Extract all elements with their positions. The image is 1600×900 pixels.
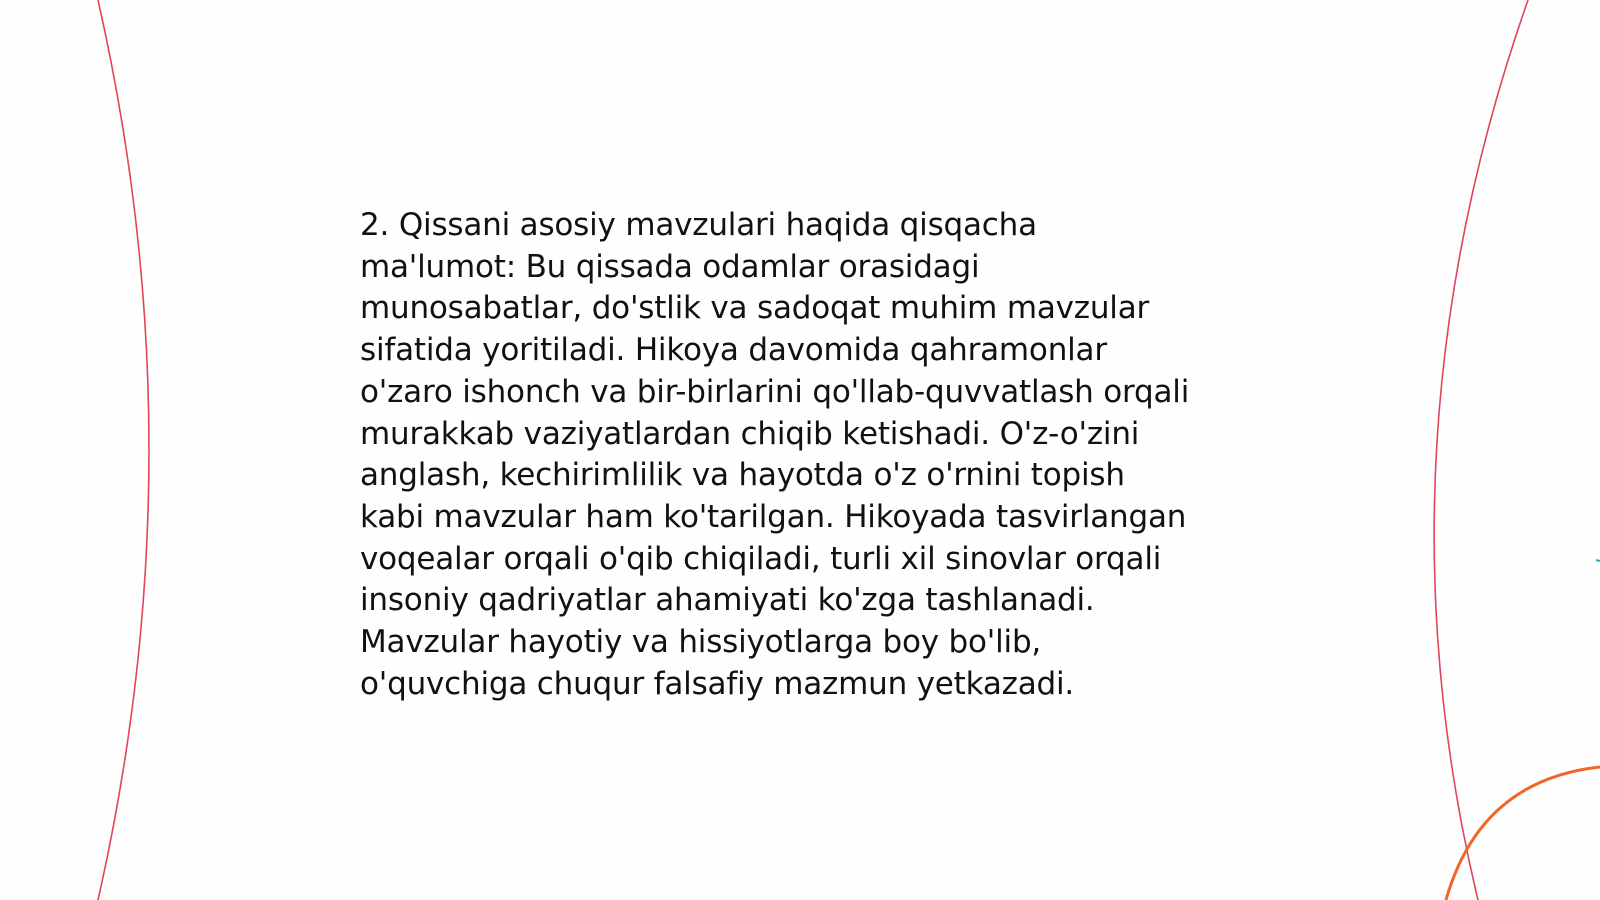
body-line: insoniy qadriyatlar ahamiyati ko'zga tashlanadi.: [360, 582, 1095, 619]
body-line: murakkab vaziyatlardan chiqib ketishadi. O'z-o'zini: [360, 415, 1140, 452]
body-line: Mavzular hayotiy va hissiyotlarga boy bo'lib,: [360, 624, 1042, 661]
body-line: munosabatlar, do'stlik va sadoqat muhim mavzular: [360, 290, 1150, 327]
body-line: anglash, kechirimlilik va hayotda o'z o'rnini topish: [360, 457, 1125, 494]
body-line: 2. Qissani asosiy mavzulari haqida qisqacha: [360, 207, 1037, 243]
body-text: [360, 205, 1260, 705]
body-line: kabi mavzular ham ko'tarilgan. Hikoyada tasvirlangan: [360, 498, 1187, 535]
left-curve-line: [98, 0, 149, 900]
teal-mark: [1596, 560, 1600, 561]
orange-arc: [1446, 767, 1600, 900]
body-line: ma'lumot: Bu qissada odamlar orasidagi: [360, 248, 980, 285]
body-line: voqealar orqali o'qib chiqiladi, turli xil sinovlar orqali: [360, 540, 1162, 577]
body-line: o'quvchiga chuqur falsafiy mazmun yetkazadi.: [360, 665, 1075, 702]
body-line: sifatida yoritiladi. Hikoya davomida qahramonlar: [360, 332, 1107, 369]
right-curve-line: [1434, 0, 1528, 900]
body-line: o'zaro ishonch va bir-birlarini qo'llab-quvvatlash orqali: [360, 373, 1190, 410]
